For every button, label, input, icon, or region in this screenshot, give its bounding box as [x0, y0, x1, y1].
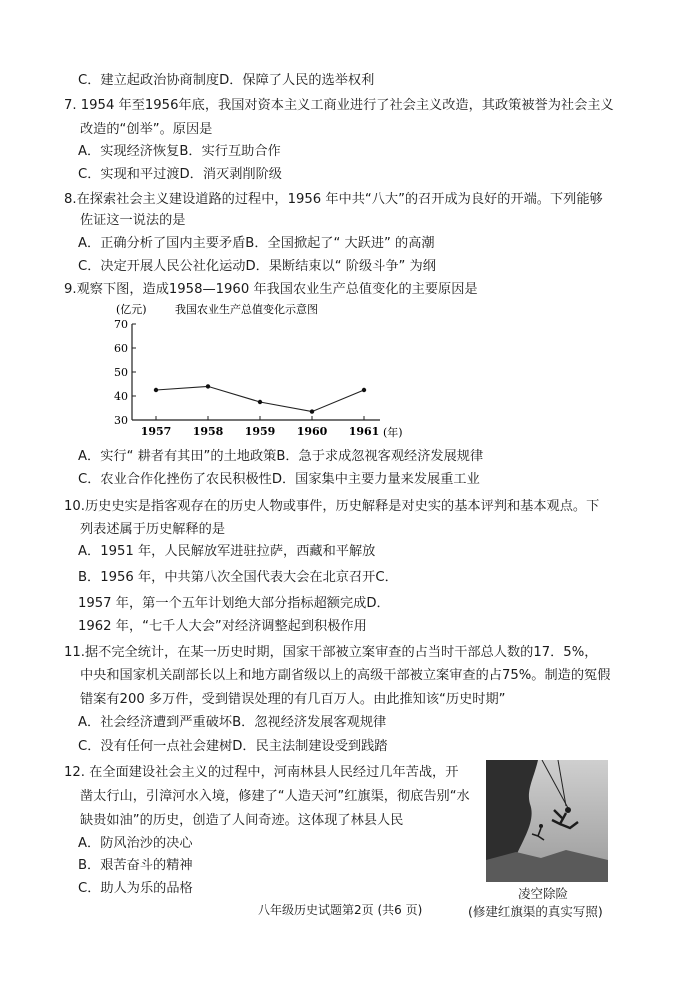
- x-tick-label: 1957: [140, 425, 172, 438]
- photo-caption-note: (修建红旗渠的真实写照): [468, 904, 603, 919]
- text-line: C．实现和平过渡D．消灭剥削阶级: [78, 167, 282, 182]
- text-line: B．1956 年，中共第八次全国代表大会在北京召开C．: [78, 570, 398, 585]
- text-line: A．正确分析了国内主要矛盾B．全国掀起了“ 大跃进” 的高潮: [78, 236, 435, 251]
- text-line: 11.据不完全统计，在某一历史时期，国家干部被立案审查的占当时干部总人数的17．5%，: [64, 645, 598, 660]
- text-line: C．没有任何一点社会建树D．民主法制建设受到践踏: [78, 739, 388, 754]
- chart-ylabel: (亿元): [116, 303, 147, 316]
- photo-caption-title: 凌空除险: [518, 886, 569, 901]
- text-line: 9.观察下图，造成1958—1960 年我国农业生产总值变化的主要原因是: [64, 282, 478, 297]
- text-line: 7. 1954 年至1956年底，我国对资本主义工商业进行了社会主义改造，其政策被誉为社会主义: [64, 98, 614, 113]
- x-tick-label: 1961: [348, 425, 380, 438]
- text-line: C．决定开展人民公社化运动D．果断结束以“ 阶级斗争” 为纲: [78, 259, 436, 274]
- text-line: 缺贵如油”的历史，创造了人间奇迹。这体现了林县人民: [80, 813, 404, 828]
- cliff-worker-image: [486, 760, 608, 882]
- text-line: C．建立起政治协商制度D．保障了人民的选举权利: [78, 73, 375, 88]
- y-tick-label: 60: [114, 342, 128, 355]
- text-line: C．助人为乐的品格: [78, 881, 193, 896]
- y-tick-label: 70: [114, 318, 128, 331]
- text-line: 10.历史史实是指客观存在的历史人物或事件，历史解释是对史实的基本评判和基本观点。下: [64, 499, 600, 514]
- text-line: 12. 在全面建设社会主义的过程中，河南林县人民经过几年苦战，开: [64, 765, 459, 780]
- text-line: 8.在探索社会主义建设道路的过程中，1956 年中共“八大”的召开成为良好的开端。下列能够: [64, 192, 603, 207]
- x-tick-label: 1959: [244, 425, 276, 438]
- text-line: 中央和国家机关副部长以上和地方副省级以上的高级干部被立案审查的占75%。制造的冤假: [80, 668, 611, 683]
- chart-xlabel: (年): [383, 426, 403, 439]
- text-line: 列表述属于历史解释的是: [80, 522, 226, 537]
- text-line: A．1951 年，人民解放军进驻拉萨，西藏和平解放: [78, 544, 376, 559]
- text-line: A．防风治沙的决心: [78, 836, 193, 851]
- y-tick-label: 40: [114, 390, 128, 403]
- data-point: [310, 409, 314, 413]
- text-line: 1962 年，“七千人大会”对经济调整起到积极作用: [78, 619, 367, 634]
- x-tick-label: 1958: [192, 425, 224, 438]
- page-footer: 八年级历史试题第2页 (共6 页): [258, 903, 423, 917]
- data-point: [258, 400, 262, 404]
- y-tick-label: 50: [114, 366, 128, 379]
- series-line: [156, 386, 364, 411]
- x-tick-label: 1960: [296, 425, 328, 438]
- text-line: 佐证这一说法的是: [80, 213, 186, 228]
- text-line: B．艰苦奋斗的精神: [78, 858, 193, 873]
- text-line: 1957 年，第一个五年计划绝大部分指标超额完成D．: [78, 596, 390, 611]
- data-point: [362, 388, 366, 392]
- text-line: 凿太行山，引漳河水入境，修建了“人造天河”红旗渠，彻底告别“水: [80, 789, 470, 804]
- text-line: A．实现经济恢复B．实行互助合作: [78, 144, 281, 159]
- agri-output-line-chart: [100, 300, 420, 445]
- text-line: 改造的“创举”。原因是: [80, 122, 213, 137]
- data-point: [206, 384, 210, 388]
- red-flag-canal-photo: [486, 760, 608, 882]
- text-line: A．社会经济遭到严重破坏B．忽视经济发展客观规律: [78, 715, 387, 730]
- y-tick-label: 30: [114, 414, 128, 427]
- chart-title: 我国农业生产总值变化示意图: [175, 303, 318, 316]
- text-line: C．农业合作化挫伤了农民积极性D．国家集中主要力量来发展重工业: [78, 472, 480, 487]
- text-line: 错案有200 多万件，受到错误处理的有几百万人。由此推知该“历史时期”: [80, 692, 506, 707]
- text-line: A．实行“ 耕者有其田”的土地政策B．急于求成忽视客观经济发展规律: [78, 449, 484, 464]
- data-point: [154, 388, 158, 392]
